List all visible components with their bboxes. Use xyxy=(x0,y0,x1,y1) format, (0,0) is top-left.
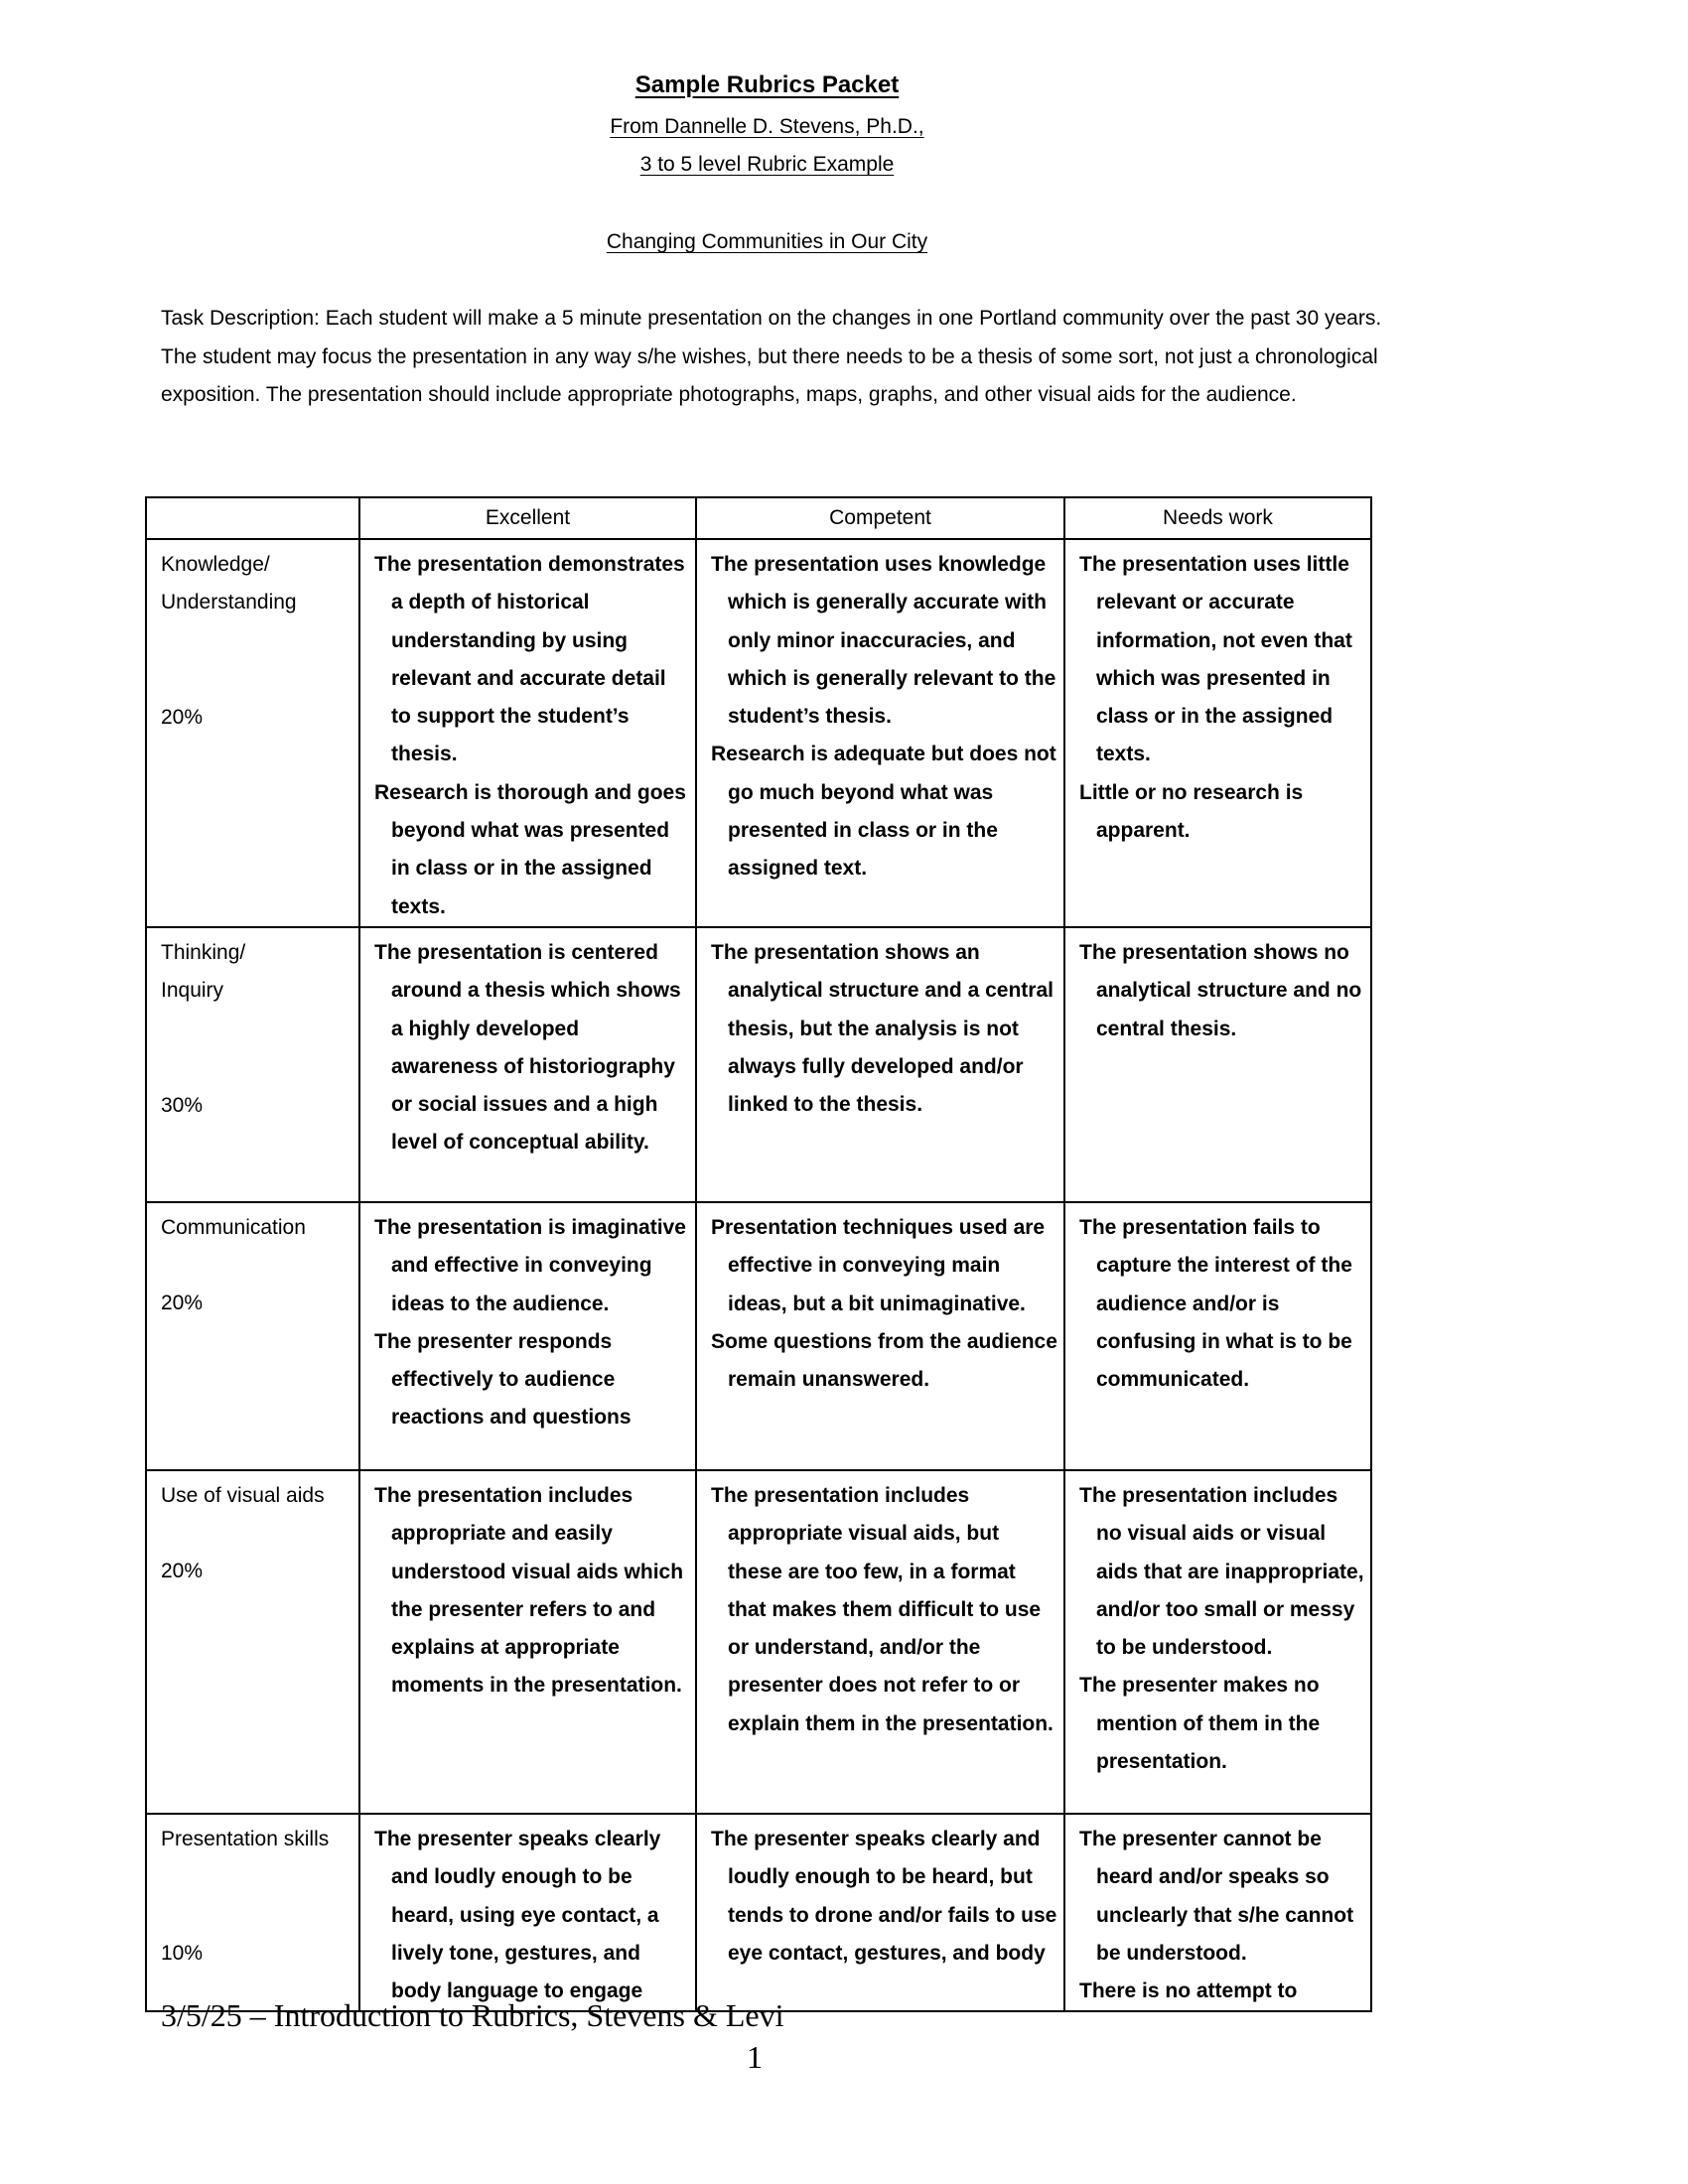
criterion-cell xyxy=(146,539,359,927)
descriptor-text: The presentation shows an analytical structure and a central thesis, but the analysis is not always fully developed and/or linked to the thesis. xyxy=(711,940,1054,1117)
excellent-cell xyxy=(359,927,696,1202)
criterion-name: Thinking/ Inquiry xyxy=(161,940,246,1003)
document-title: Sample Rubrics Packet xyxy=(634,71,900,98)
competent-cell xyxy=(696,539,1064,927)
descriptor-text: The presentation uses little relevant or accurate information, not even that which was presented in class or in the assigned texts. xyxy=(1079,553,1352,766)
descriptor-text: The presentation uses knowledge which is generally accurate with only minor inaccuracies, and which is generally relevant to the student’s thesis. xyxy=(711,553,1056,729)
descriptor-text: The presentation demonstrates a depth of historical understanding by using relevant and accurate detail to support the student’s thesis. xyxy=(374,553,685,766)
descriptor-text: The presentation shows no analytical structure and no central thesis. xyxy=(1079,940,1362,1040)
excellent-cell xyxy=(359,1202,696,1470)
task-description: Task Description: Each student will make a 5 minute presentation on the changes in one Portland community over the past 30 years. The student may focus the presentation in any way s/he wishes, but there needs to be a thesis of some sort, not just a chronological exposition. The presentation should include appropriate photographs, maps, graphs, and other visual aids for the audience. xyxy=(161,307,1382,406)
descriptor-text: Little or no research is apparent. xyxy=(1079,780,1304,843)
criterion-weight: 10% xyxy=(161,1942,204,1966)
criterion-cell xyxy=(146,1202,359,1470)
criterion-weight: 20% xyxy=(161,705,204,729)
rubric-row xyxy=(146,927,1371,1202)
descriptor-text: The presenter speaks clearly and loudly enough to be heard, using eye contact, a lively tone, gestures, and body language to engage xyxy=(374,1827,661,2003)
descriptor-text: The presenter speaks clearly and loudly enough to be heard, but tends to drone and/or fails to use eye contact, gestures, and body xyxy=(711,1827,1057,1965)
rubric-table xyxy=(145,496,1372,2012)
rubric-topic: Changing Communities in Our City xyxy=(606,230,928,253)
criterion-weight: 20% xyxy=(161,1292,204,1315)
competent-cell xyxy=(696,1202,1064,1470)
competent-cell xyxy=(696,1470,1064,1814)
needs-work-cell xyxy=(1064,1202,1371,1470)
descriptor-text: The presentation fails to capture the interest of the audience and/or is confusing in what is to be communicated. xyxy=(1079,1215,1352,1392)
descriptor-text: The presentation includes appropriate visual aids, but these are too few, in a format that makes them difficult to use or understand, and/or the presenter does not refer to or explain them in the presentation. xyxy=(711,1483,1054,1735)
document-subtitle: 3 to 5 level Rubric Example xyxy=(639,153,895,176)
descriptor-text: The presentation is imaginative and effective in conveying ideas to the audience. xyxy=(374,1215,686,1315)
criterion-name: Knowledge/ Understanding xyxy=(161,553,297,614)
competent-cell xyxy=(696,1814,1064,2011)
needs-work-cell xyxy=(1064,1470,1371,1814)
descriptor-text: Presentation techniques used are effective in conveying main ideas, but a bit unimaginative. xyxy=(711,1215,1046,1315)
descriptor-text: Research is adequate but does not go much beyond what was presented in class or in the assigned text. xyxy=(711,743,1056,881)
criterion-name: Presentation skills xyxy=(161,1827,330,1850)
page-number: 1 xyxy=(747,2039,763,2075)
descriptor-text: The presenter makes no mention of them in the presentation. xyxy=(1079,1674,1321,1774)
rubric-row xyxy=(146,1470,1371,1814)
needs-work-cell xyxy=(1064,539,1371,927)
header-needs-work: Needs work xyxy=(1064,497,1371,539)
rubric-row xyxy=(146,1814,1371,2011)
descriptor-text: The presentation includes no visual aids or visual aids that are inappropriate, and/or too small or messy to be understood. xyxy=(1079,1483,1364,1660)
descriptor-text: The presentation is centered around a thesis which shows a highly developed awareness of historiography or social issues and a high level of conceptual ability. xyxy=(374,940,681,1155)
header-excellent: Excellent xyxy=(359,497,696,539)
descriptor-text: The presentation includes appropriate and easily understood visual aids which the presenter refers to and explains at appropriate moments in the presentation. xyxy=(374,1483,684,1698)
needs-work-cell xyxy=(1064,1814,1371,2011)
criterion-cell xyxy=(146,1470,359,1814)
rubric-row xyxy=(146,539,1371,927)
header-criterion xyxy=(146,497,359,539)
competent-cell xyxy=(696,927,1064,1202)
criterion-name: Communication xyxy=(161,1215,306,1239)
criterion-weight: 30% xyxy=(161,1093,204,1117)
criterion-weight: 20% xyxy=(161,1560,204,1583)
descriptor-text: There is no attempt to xyxy=(1079,1979,1298,2003)
criterion-name: Use of visual aids xyxy=(161,1483,325,1507)
needs-work-cell xyxy=(1064,927,1371,1202)
document-author: From Dannelle D. Stevens, Ph.D., xyxy=(610,115,924,138)
page-footer: 3/5/25 – Introduction to Rubrics, Stevens & Levi xyxy=(161,1997,784,2033)
descriptor-text: The presenter cannot be heard and/or speaks so unclearly that s/he cannot be understood. xyxy=(1079,1827,1354,1965)
criterion-cell xyxy=(146,927,359,1202)
excellent-cell xyxy=(359,1470,696,1814)
rubric-header-row xyxy=(146,497,1371,539)
descriptor-text: Some questions from the audience remain unanswered. xyxy=(711,1329,1057,1392)
rubric-row xyxy=(146,1202,1371,1470)
excellent-cell xyxy=(359,1814,696,2011)
excellent-cell xyxy=(359,539,696,927)
criterion-cell xyxy=(146,1814,359,2011)
header-competent: Competent xyxy=(696,497,1064,539)
descriptor-text: Research is thorough and goes beyond what was presented in class or in the assigned texts. xyxy=(374,780,686,918)
descriptor-text: The presenter responds effectively to audience reactions and questions xyxy=(374,1329,632,1430)
